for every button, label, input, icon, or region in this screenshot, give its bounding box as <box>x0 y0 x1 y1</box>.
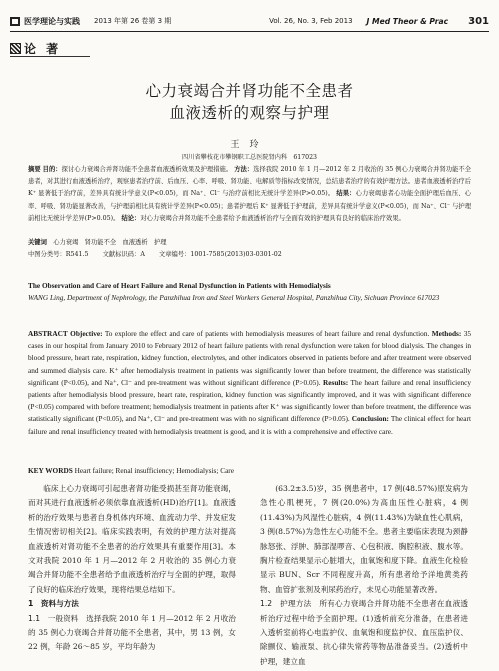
result-cn-label: 结果： <box>336 190 356 198</box>
clc-number: 中图分类号：R541.5 <box>28 251 89 258</box>
intro-paragraph: 临床上心力衰竭可引起患者肾功能受损甚至肾功能衰竭，而对其进行血液透析必须依靠血液透析(HD)治疗[1]。血液透析的治疗效果与患者自身机体内环境、血流动力学、并发症发生情况密切相关[2]。临床实践表明，有效的护理方法对提高血液透析对肾功能不全患者的治疗效果具有重要作用[3]。本文对我院 2010 年 1 月—2012 年 2 月收治的 35 例心力衰竭合并肾功能不全患者给予血液透析治疗与全面的护理，取得了良好的临床治疗效果，现将结果总结如下。 <box>28 484 236 594</box>
body-column-left <box>28 482 236 655</box>
keywords-cn-label: 关键词 <box>28 239 47 246</box>
author-name: 王玲 <box>230 140 269 150</box>
english-keywords-text: Heart failure; Renal insufficiency; Hemodialysis; Care <box>74 466 234 475</box>
english-conclusion: The clinical effect for heart failure and renal insufficiency treated with hemodialysis treatment is good, and it is with a comprehensive and effective care. <box>28 414 471 436</box>
conclusion-cn-label: 结论： <box>121 214 141 222</box>
subsection-heading-nursing: 1.2 护理方法 <box>260 599 312 609</box>
english-abstract-label: ABSTRACT <box>28 329 68 338</box>
abstract-cn-label: 摘要 <box>28 166 41 173</box>
body-column-right <box>260 482 468 669</box>
column-marker-icon <box>10 43 21 54</box>
classification-line <box>28 249 471 261</box>
nursing-method-text: 所有心力衰竭合并肾功能不全患者在血液透析治疗过程中给予全面护理。(1)透析前充分准备，在患者进入透析室前将心电监护仪、血氧饱和度监护仪、血压监护仪、除颤仪、输液泵、抗心律失常药等物品准备妥当。(2)透析中护理，建立血 <box>260 599 469 666</box>
english-objective-label: Objective: <box>70 329 103 338</box>
journal-logo-icon <box>10 17 20 26</box>
keywords-cn-text: 心力衰竭 肾功能不全 血液透析 护理 <box>53 239 167 246</box>
running-header <box>10 13 489 29</box>
column-badge <box>10 40 61 57</box>
english-author-line: WANG Ling, Department of Nephrology, the Panzhihua Iron and Steel Workers General Hospital, Panzhihua City, Sichuan Province 617023 <box>28 293 440 302</box>
author-affiliation: 四川省攀枝花市攀钢职工总医院肾内科 617023 <box>182 154 317 161</box>
english-conclusion-label: Conclusion: <box>351 414 389 424</box>
english-method-label: Methods: <box>431 329 462 338</box>
journal-name-cn: 医学理论与实践 <box>24 16 80 26</box>
journal-name-en: J Med Theor & Prac <box>366 16 449 26</box>
article-title-line-2: 血液透析的观察与护理 <box>169 104 330 122</box>
english-method: 35 cases in our hospital from January 2010 to February 2012 of heart failure patients with renal dysfunction were taken for blood dialysis. The changes in blood pressure, heart rate, respiration, kidney function, electrolytes, and other indicators observed in patients before and after treatment were observed and summed dialysis care. K⁺ after hemodialysis treatment in patients was significantly lower than before treatment, the difference was statistically significant (P<0.05), and Na⁺, Cl⁻ and pre-treatment was without significant difference (P>0.05). <box>28 329 472 387</box>
english-title: The Observation and Care of Heart Failure and Renal Dysfunction in Patients with Hemodialysis <box>28 281 331 290</box>
general-data-text: 选择我院 2010 年 1 月—2012 年 2 月收治的 35 例心力衰竭合并肾功能不全患者，其中，男 13 例，女 22 例，年龄 26～85 岁，平均年龄为 <box>28 613 237 652</box>
objective-cn: 探讨心力衰竭合并肾功能不全患者血液透析效果及护理措施。 <box>61 166 233 173</box>
document-code: 文献标识码：A <box>102 251 145 258</box>
column-badge-underline <box>10 56 90 57</box>
header-divider <box>10 31 489 32</box>
objective-cn-label: 目的： <box>42 166 62 173</box>
english-objective: To explore the effect and care of patients with hemodialysis measures of heart failure and renal dysfunction. <box>104 329 430 338</box>
article-title-line-1: 心力衰竭合并肾功能不全患者 <box>145 82 354 100</box>
article-id: 文章编号：1001-7585(2013)03-0301-02 <box>158 251 282 258</box>
method-cn: 选择我院 2010 年 1 月—2012 年 2 月收治的 35 例心力衰竭合并肾功能不全患者，对其进行血液透析治疗，观察患者治疗前、后血压、心率、呼吸、肾功能、电解质等指标改变情况，总结患者治疗的有效护理方法。患者血液透析治疗后 K⁺ 显著低于治疗前，差异具有统计学意义(P<0.05)，而 Na⁺、Cl⁻ 与治疗前相比无统计学差异(P>0.05)。 <box>28 166 472 198</box>
issue-cn: 2013 年第 26 卷第 3 期 <box>94 17 172 25</box>
patient-data-paragraph: (63.2±3.5)岁，35 例患者中，17 例(48.57%)原发病为急性心肌梗死，7 例(20.0%)为高血压性心脏病，4 例(11.43%)为风湿性心脏病，4 例(11.43%)为缺血性心肌病，3 例(8.57%)为急性左心功能不全。患者主要临床表现为颈静脉怒张、浮肿、肺部湿啰音、心包积液、胸腔积液、腹水等。胸片检查结果显示心脏增大，血氧饱和度下降。血液生化检验显示 BUN、Scr 不同程度升高，所有患者给予洋地黄类药物、血管扩张剂及利尿药治疗，未见心功能显著改善。 <box>260 484 468 594</box>
english-keywords-label: KEY WORDS <box>28 466 73 475</box>
volume-en: Vol. 26, No. 3, Feb 2013 <box>269 17 353 25</box>
column-label: 论 著 <box>24 42 62 56</box>
english-keywords <box>28 465 471 477</box>
result-cn: 心力衰竭患者心功能全面护理后血压、心率、呼吸、肾功能显著改善，与护理前相比具有统计学差异(P<0.05)；患者护理后 K⁺ 显著低于护理前，差异具有统计学意义(P<0.05)，而 Na⁺、Cl⁻ 与护理前相比无统计学差异(P>0.05)。 <box>28 190 472 222</box>
english-result: The heart failure and renal insufficiency patients after hemodialysis blood pressure, heart rate, respiration, kidney function was significantly improved, and it was with significant difference (P<0.05) compared with before treatment; hemodialysis treatment in patients after K⁺ was significantly lower than before treatment, the difference was statistically significant (P<0.05), and Na⁺, Cl⁻ and pre-treatment was with no significant difference (P>0.05). <box>28 377 471 424</box>
conclusion-cn: 对心力衰竭合并肾功能不全患者给予血液透析治疗与全面有效的护理具有良好的临床治疗效果。 <box>140 214 405 222</box>
english-abstract <box>28 328 471 438</box>
method-cn-label: 方法： <box>234 166 254 173</box>
subsection-heading-general: 1.1 一般资料 <box>28 613 79 623</box>
abstract-cn <box>28 164 471 225</box>
section-heading-methods: 1 资料与方法 <box>28 599 79 609</box>
english-result-label: Results: <box>323 377 349 387</box>
page-number: 301 <box>468 15 489 27</box>
keywords-cn <box>28 237 471 249</box>
